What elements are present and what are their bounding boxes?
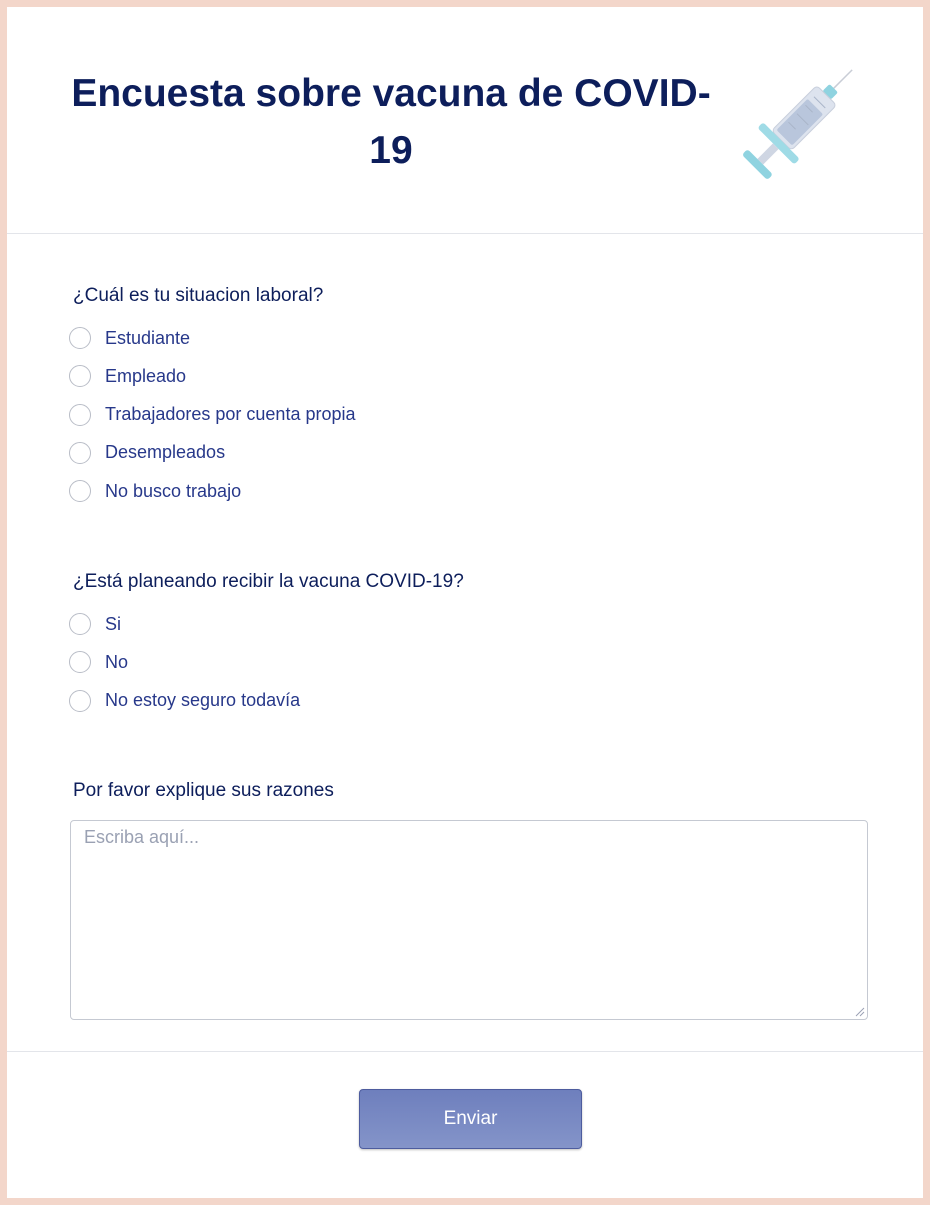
form-card	[7, 7, 923, 1198]
reasons-label: Por favor explique sus razones	[73, 780, 334, 801]
radio-button[interactable]	[69, 480, 91, 502]
radio-button[interactable]	[69, 690, 91, 712]
submit-button[interactable]: Enviar	[359, 1089, 582, 1149]
employment-options	[69, 319, 356, 510]
radio-button[interactable]	[69, 365, 91, 387]
question-employment: ¿Cuál es tu situacion laboral?	[73, 285, 324, 306]
option-estudiante[interactable]: Estudiante	[69, 319, 356, 357]
syringe-icon	[727, 55, 867, 195]
option-si[interactable]: Si	[69, 605, 300, 643]
option-no[interactable]: No	[69, 643, 300, 681]
form-title: Encuesta sobre vacuna de COVID-19	[71, 72, 711, 172]
option-cuenta-propia[interactable]: Trabajadores por cuenta propia	[69, 396, 356, 434]
footer-divider	[7, 1051, 923, 1052]
option-no-seguro[interactable]: No estoy seguro todavía	[69, 682, 300, 720]
option-empleado[interactable]: Empleado	[69, 357, 356, 395]
resize-handle-icon[interactable]	[853, 1005, 865, 1017]
vaccine-plan-options	[69, 605, 300, 720]
radio-button[interactable]	[69, 613, 91, 635]
reasons-textarea[interactable]	[70, 820, 868, 1020]
question-vaccine-plan: ¿Está planeando recibir la vacuna COVID-19?	[73, 571, 464, 592]
option-desempleados[interactable]: Desempleados	[69, 434, 356, 472]
form-header	[7, 7, 923, 234]
radio-button[interactable]	[69, 404, 91, 426]
option-no-busco-trabajo[interactable]: No busco trabajo	[69, 472, 356, 510]
radio-button[interactable]	[69, 442, 91, 464]
radio-button[interactable]	[69, 651, 91, 673]
radio-button[interactable]	[69, 327, 91, 349]
